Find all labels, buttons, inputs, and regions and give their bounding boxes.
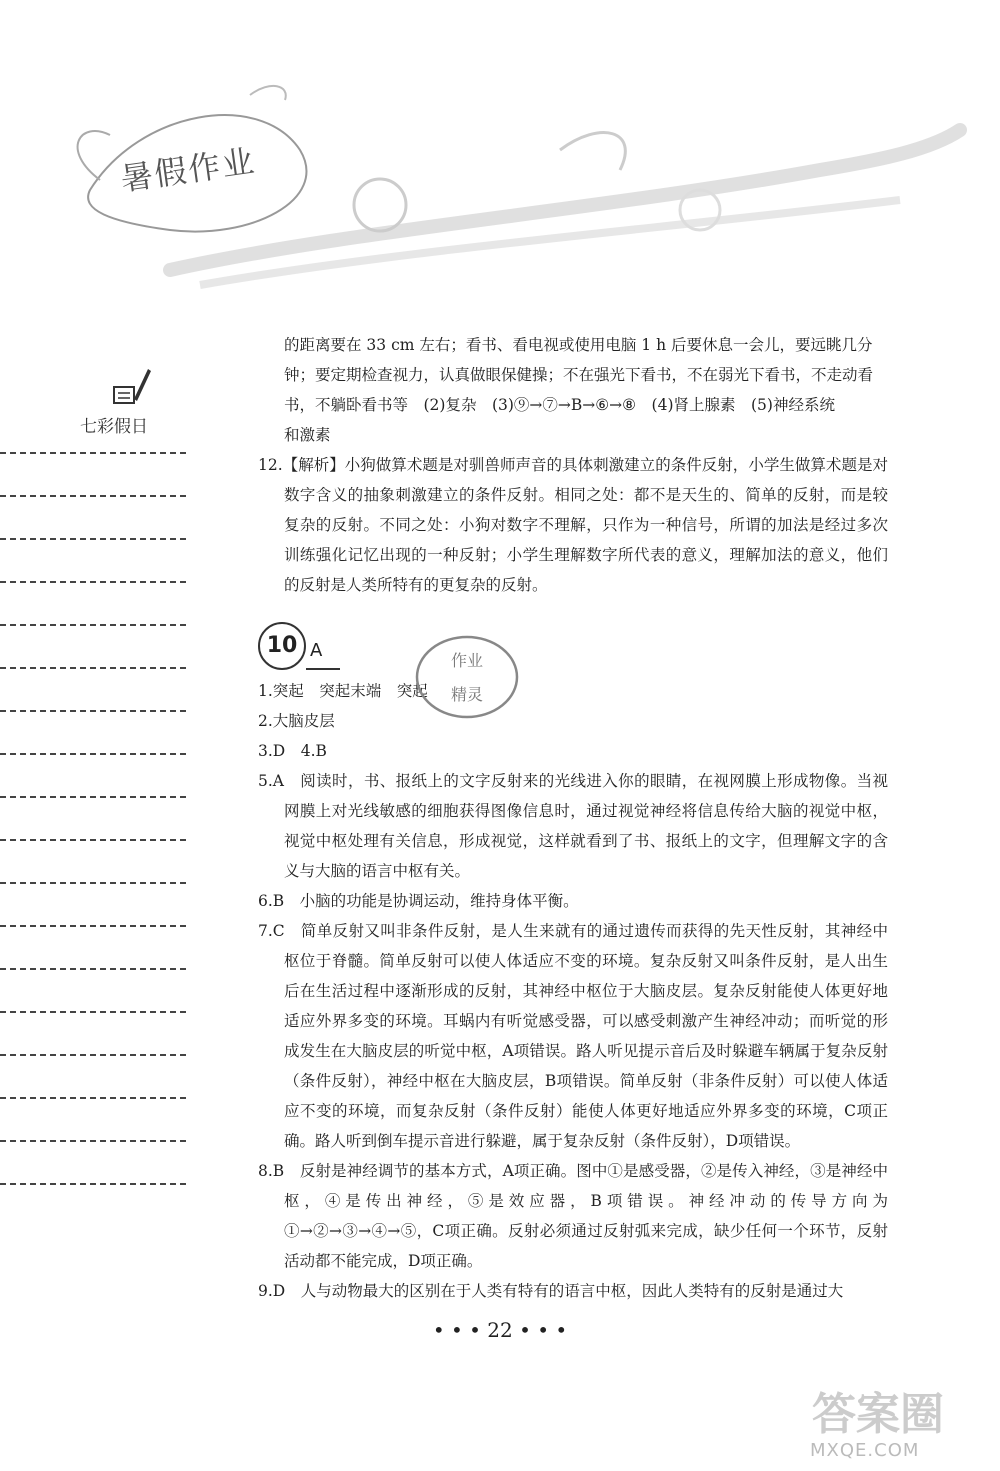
answer-line: 书，不躺卧看书等 (2)复杂 (3)⑨→⑦→B→⑥→⑧ (4)肾上腺素 (5)神经系统 xyxy=(284,396,835,414)
note-lines xyxy=(0,452,190,1226)
stamp-seal xyxy=(412,632,522,722)
note-line xyxy=(0,925,186,927)
answer-content xyxy=(258,330,888,1306)
note-line xyxy=(0,495,186,497)
answer-2: 2.大脑皮层 xyxy=(258,712,335,730)
answer-12: 12.【解析】小狗做算术题是对驯兽师声音的具体刺激建立的条件反射，小学生做算术题是对数字含义的抽象刺激建立的条件反射。相同之处：都不是天生的、简单的反射，而是较复杂的反射。不同之处：小狗对数字不理解，只作为一种信号，所谓的加法是经过多次训练强化记忆出现的一种反射；小学生理解数字所代表的意义，理解加法的意义，他们的反射是人类所特有的更复杂的反射。 xyxy=(258,456,888,594)
note-line xyxy=(0,796,186,798)
answer-7: 7.C 简单反射又叫非条件反射，是人生来就有的通过遗传而获得的先天性反射，其神经中枢位于脊髓。简单反射可以使人体适应不变的环境。复杂反射又叫条件反射，是人出生后在生活过程中逐渐形成的反射，其神经中枢位于大脑皮层。复杂反射能使人体更好地适应外界多变的环境。耳蜗内有听觉感受器，可以感受刺激产生神经冲动；而听觉的形成发生在大脑皮层的听觉中枢，A项错误。路人听见提示音后及时躲避车辆属于复杂反射（条件反射），神经中枢在大脑皮层，B项错误。简单反射（非条件反射）可以使人体适应不变的环境，而复杂反射（条件反射）能使人体更好地适应外界多变的环境，C项正确。路人听到倒车提示音进行躲避，属于复杂反射（条件反射），D项错误。 xyxy=(258,922,888,1150)
note-line xyxy=(0,1054,186,1056)
note-line xyxy=(0,882,186,884)
sidebar-title: 七彩假日 xyxy=(80,417,148,437)
note-line xyxy=(0,839,186,841)
note-line xyxy=(0,1140,186,1142)
note-line xyxy=(0,452,186,454)
note-line xyxy=(0,968,186,970)
note-line xyxy=(0,624,186,626)
note-line xyxy=(0,1097,186,1099)
note-line xyxy=(0,581,186,583)
brand-title: 暑假作业 xyxy=(118,141,259,199)
stamp-top-text: 作业 xyxy=(450,651,484,670)
answer-line: 的距离要在 33 cm 左右；看书、看电视或使用电脑 1 h 后要休息一会儿，要远眺几分 xyxy=(284,336,873,354)
answer-line: 和激素 xyxy=(284,426,331,444)
note-line xyxy=(0,667,186,669)
page-number: • • • 22 • • • xyxy=(432,1318,568,1342)
answer-6: 6.B 小脑的功能是协调运动，维持身体平衡。 xyxy=(258,892,579,910)
section-number: 10 xyxy=(258,622,306,670)
answer-line: 钟；要定期检查视力，认真做眼保健操；不在强光下看书，不在弱光下看书，不走动看 xyxy=(284,366,874,384)
note-line xyxy=(0,753,186,755)
note-line xyxy=(0,710,186,712)
note-line xyxy=(0,1011,186,1013)
watermark-url: MXQE.COM xyxy=(810,1440,920,1461)
watermark-logo: 答案圈 xyxy=(812,1389,944,1440)
section-header xyxy=(258,618,888,670)
answer-3-4: 3.D 4.B xyxy=(258,742,327,760)
section-letter: A xyxy=(306,636,340,670)
stamp-middle-text: 精灵 xyxy=(450,685,484,704)
answer-8: 8.B 反射是神经调节的基本方式，A项正确。图中①是感受器，②是传入神经，③是神经中枢，④是传出神经，⑤是效应器，B项错误。神经冲动的传导方向为①→②→③→④→⑤，C项正确。反射必须通过反射弧来完成，缺少任何一个环节，反射活动都不能完成，D项正确。 xyxy=(258,1162,888,1270)
note-line xyxy=(0,1183,186,1185)
answer-9: 9.D 人与动物最大的区别在于人类有特有的语言中枢，因此人类特有的反射是通过大 xyxy=(258,1282,844,1300)
answer-5: 5.A 阅读时，书、报纸上的文字反射来的光线进入你的眼睛，在视网膜上形成物像。当视网膜上对光线敏感的细胞获得图像信息时，通过视觉神经将信息传给大脑的视觉中枢，视觉中枢处理有关信息，形成视觉，这样就看到了书、报纸上的文字，但理解文字的含义与大脑的语言中枢有关。 xyxy=(258,772,888,880)
pen-icon xyxy=(112,365,152,409)
answer-1: 1.突起 突起末端 突起 xyxy=(258,682,428,700)
note-line xyxy=(0,538,186,540)
